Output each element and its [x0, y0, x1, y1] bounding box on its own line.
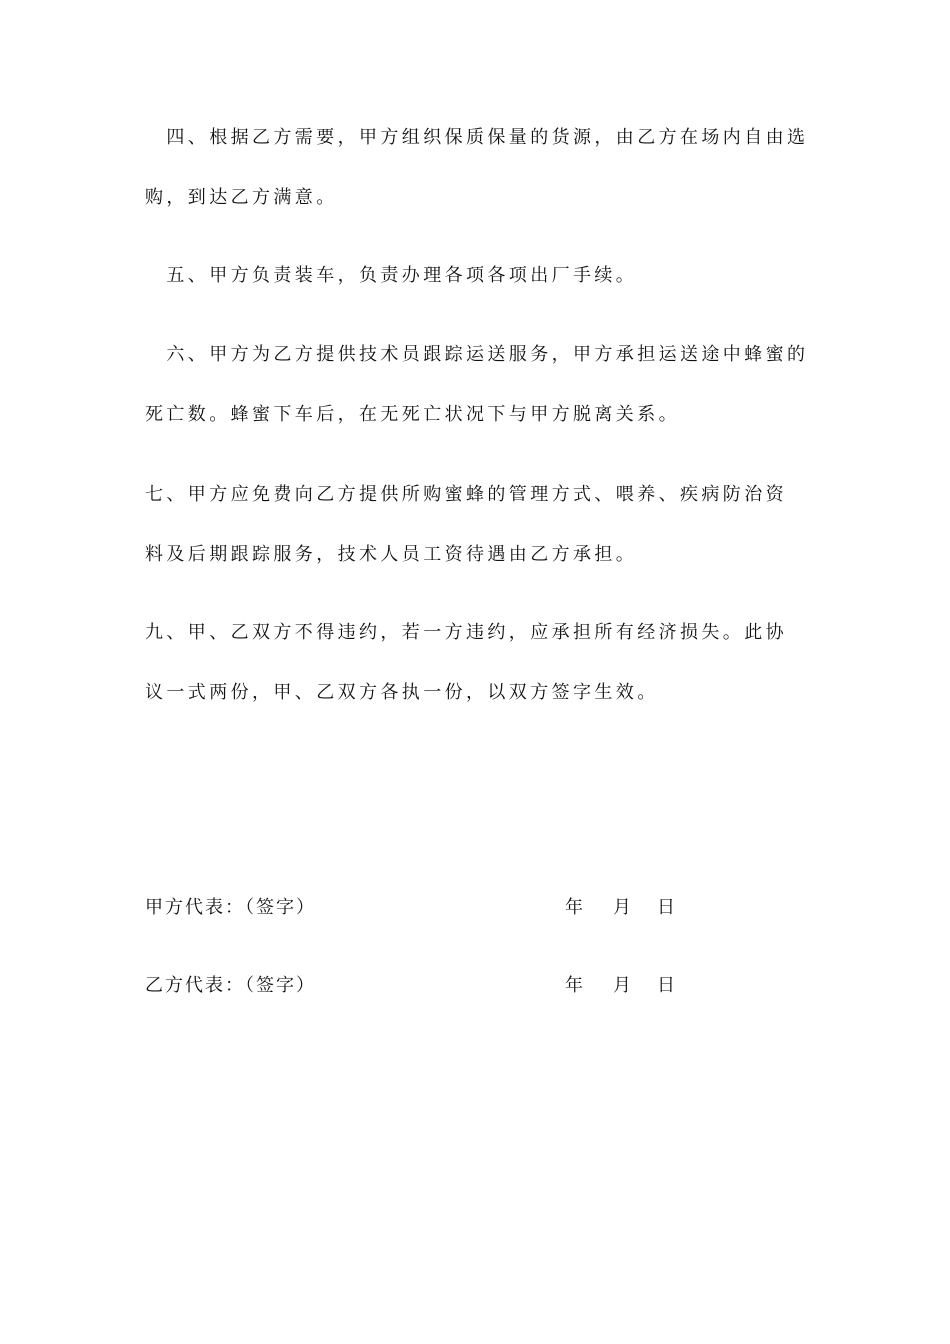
party-a-date-year: 年 [565, 897, 583, 918]
party-b-date-day: 日 [657, 975, 675, 996]
party-b-date-year: 年 [565, 975, 583, 996]
party-a-signature-label: 甲方代表：（签字） [145, 897, 316, 918]
clause-4-line-2: 购，到达乙方满意。 [145, 187, 338, 208]
clause-9-line-2: 议一式两份，甲、乙双方各执一份，以双方签字生效。 [145, 682, 659, 703]
party-b-date-month: 月 [613, 975, 631, 996]
clause-7-line-1: 七、甲方应免费向乙方提供所购蜜蜂的管理方式、喂养、疾病防治资 [145, 484, 787, 505]
clause-5-line-1: 五、甲方负责装车，负责办理各项各项出厂手续。 [145, 265, 638, 286]
clause-4-line-1: 四、根据乙方需要，甲方组织保质保量的货源，由乙方在场内自由选 [145, 127, 809, 148]
party-a-date [565, 896, 675, 920]
party-a-date-day: 日 [657, 897, 675, 918]
clause-9-line-1: 九、甲、乙双方不得违约，若一方违约，应承担所有经济损失。此协 [145, 622, 787, 643]
party-b-signature-label: 乙方代表：（签字） [145, 975, 316, 996]
party-b-date [565, 974, 675, 998]
clause-6-line-1: 六、甲方为乙方提供技术员跟踪运送服务，甲方承担运送途中蜂蜜的 [145, 344, 809, 365]
party-a-date-month: 月 [613, 897, 631, 918]
clause-7-line-2: 料及后期跟踪服务，技术人员工资待遇由乙方承担。 [145, 544, 638, 565]
clause-6-line-2: 死亡数。蜂蜜下车后，在无死亡状况下与甲方脱离关系。 [145, 404, 680, 425]
